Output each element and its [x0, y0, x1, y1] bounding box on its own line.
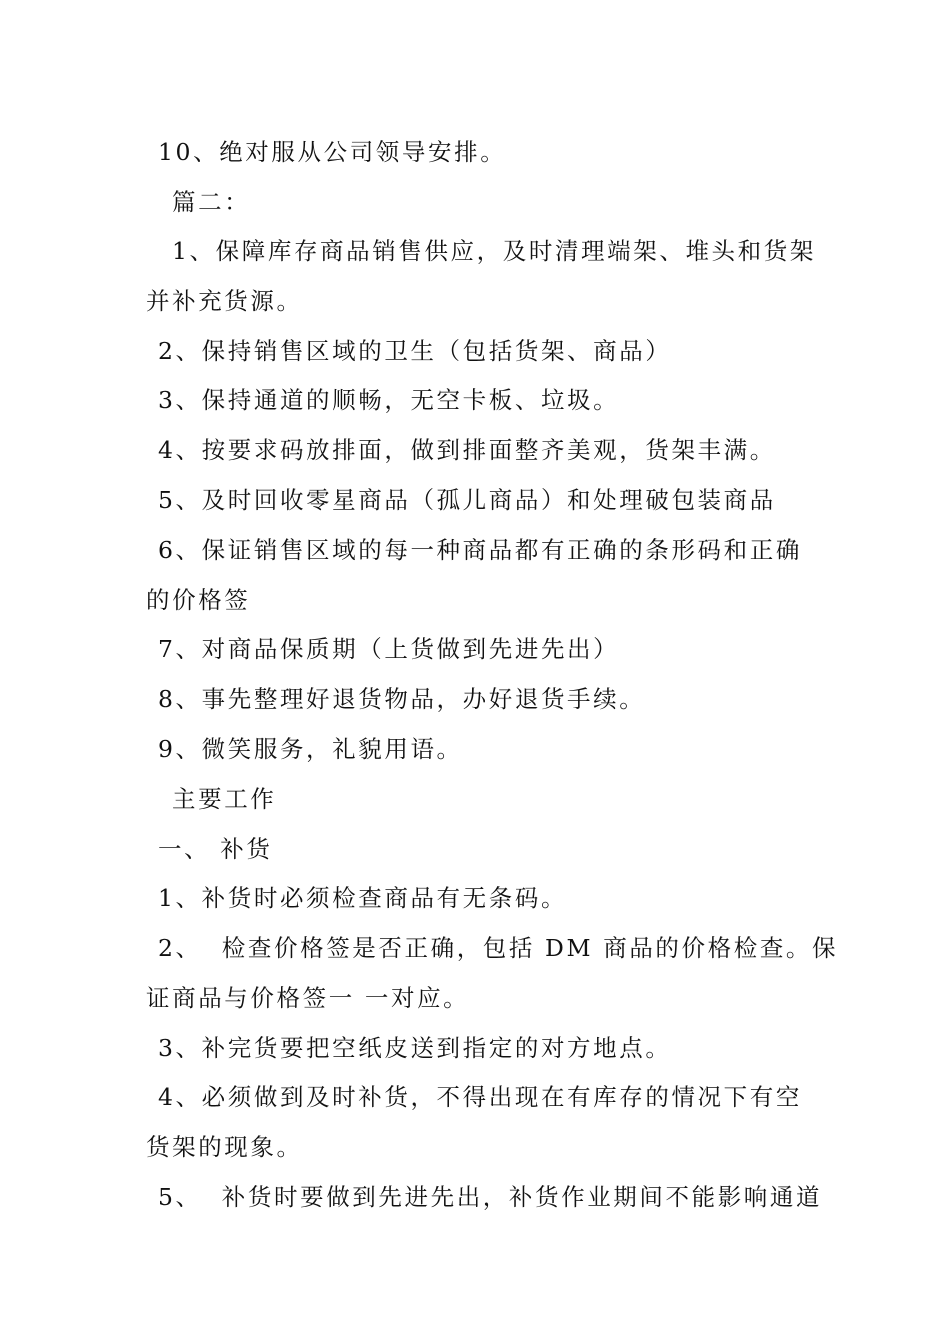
text-line-7: 4、按要求码放排面，做到排面整齐美观，货架丰满。	[158, 436, 776, 464]
text-line-13: 9、微笑服务，礼貌用语。	[158, 735, 463, 763]
text-line-3: 1、保障库存商品销售供应，及时清理端架、堆头和货架	[172, 237, 816, 265]
text-line-17: 2、 检查价格签是否正确，包括 DM 商品的价格检查。保	[158, 934, 839, 962]
text-line-12: 8、事先整理好退货物品，办好退货手续。	[158, 685, 646, 713]
text-line-5: 2、保持销售区域的卫生（包括货架、商品）	[158, 337, 672, 365]
text-line-11: 7、对商品保质期（上货做到先进先出）	[158, 635, 620, 663]
text-line-1: 10、绝对服从公司领导安排。	[158, 138, 507, 166]
text-line-21: 货架的现象。	[146, 1133, 303, 1161]
text-line-2: 篇二：	[172, 188, 251, 216]
text-line-10: 的价格签	[146, 586, 251, 614]
text-line-9: 6、保证销售区域的每一种商品都有正确的条形码和正确	[158, 536, 802, 564]
text-line-16: 1、补货时必须检查商品有无条码。	[158, 884, 568, 912]
text-line-4: 并补充货源。	[146, 287, 303, 315]
text-line-8: 5、及时回收零星商品（孤儿商品）和处理破包装商品	[158, 486, 776, 514]
text-line-20: 4、必须做到及时补货，不得出现在有库存的情况下有空	[158, 1083, 802, 1111]
text-line-19: 3、补完货要把空纸皮送到指定的对方地点。	[158, 1034, 672, 1062]
text-line-15: 一、 补货	[158, 835, 273, 863]
text-line-22: 5、 补货时要做到先进先出，补货作业期间不能影响通道	[158, 1183, 823, 1211]
text-line-14: 主要工作	[172, 785, 277, 813]
text-line-6: 3、保持通道的顺畅，无空卡板、垃圾。	[158, 386, 620, 414]
text-line-18: 证商品与价格签一 一对应。	[146, 984, 470, 1012]
